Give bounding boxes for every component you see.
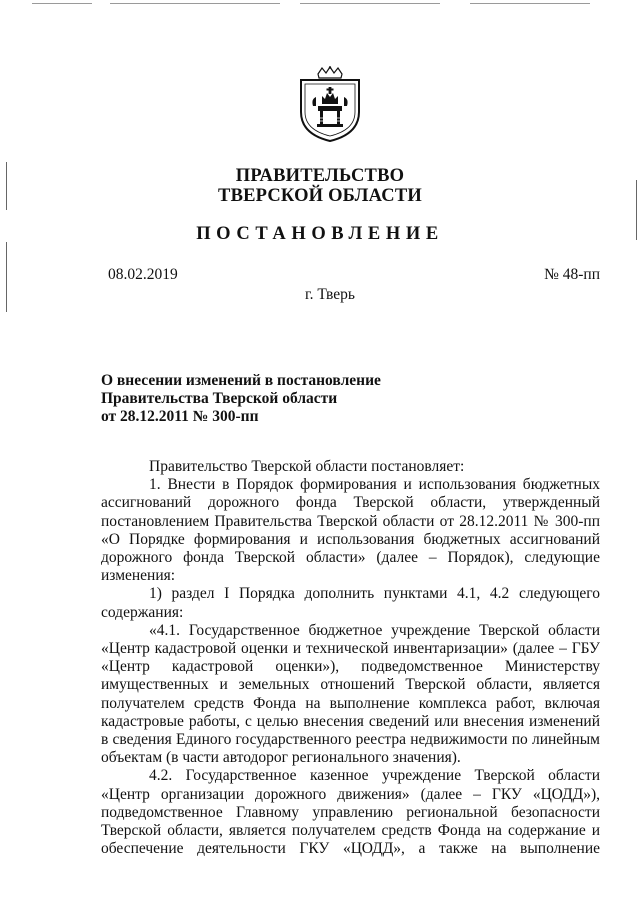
scan-artifact-top bbox=[0, 2, 640, 6]
subject-line-1: О внесении изменений в постановление bbox=[101, 372, 381, 389]
government-name-line2: ТВЕРСКОЙ ОБЛАСТИ bbox=[218, 186, 422, 206]
body-paragraph: 4.2. Государственное казенное учреждение Тверской области «Центр организации дорожного движения» (далее – ГКУ «ЦОДД»), подведомственное Главному управлению региональной безопасности Тверской области, является получателем средств Фонда на содержание и обеспечение деятельности ГКУ «ЦОДД», а также на выполнение bbox=[101, 767, 600, 858]
body-paragraph: «4.1. Государственное бюджетное учреждение Тверской области «Центр кадастровой оценки и технической инвентаризации» (далее – ГБУ «Центр кадастровой оценки»), подведомственное Министерству имущественных и земельных отношений Тверской области, является получателем средств Фонда на выполнение комплекса работ, включая кадастровые работы, с целью внесения сведений или внесения изменений в сведения Единого государственного реестра недвижимости по линейным объектам (в части автодорог регионального значения). bbox=[101, 621, 600, 767]
government-name-line1: ПРАВИТЕЛЬСТВО bbox=[235, 166, 405, 186]
document-number: № 48-пп bbox=[544, 266, 600, 283]
body-paragraph: 1. Внести в Порядок формирования и использования бюджетных ассигнований дорожного фонда Тверской области, утвержденный постановлением Правительства Тверской области от 28.12.2011 № 300-пп «О Порядке формирования и использования бюджетных ассигнований дорожного фонда Тверской области» (далее – Порядок), следующие изменения: bbox=[101, 476, 600, 585]
body-paragraph: 1) раздел I Порядка дополнить пунктами 4.1, 4.2 следующего содержания: bbox=[101, 585, 600, 621]
subject-line-2: Правительства Тверской области bbox=[101, 390, 338, 407]
document-date: 08.02.2019 bbox=[108, 266, 178, 283]
subject-line-3: от 28.12.2011 № 300-пп bbox=[101, 408, 259, 425]
body-paragraph: Правительство Тверской области постановляет: bbox=[149, 458, 465, 475]
document-type-title: ПОСТАНОВЛЕНИЕ bbox=[196, 224, 444, 244]
tver-oblast-coat-of-arms-icon bbox=[297, 66, 363, 142]
document-body bbox=[101, 458, 600, 858]
document-city: г. Тверь bbox=[305, 286, 355, 303]
document-subject bbox=[101, 372, 541, 426]
